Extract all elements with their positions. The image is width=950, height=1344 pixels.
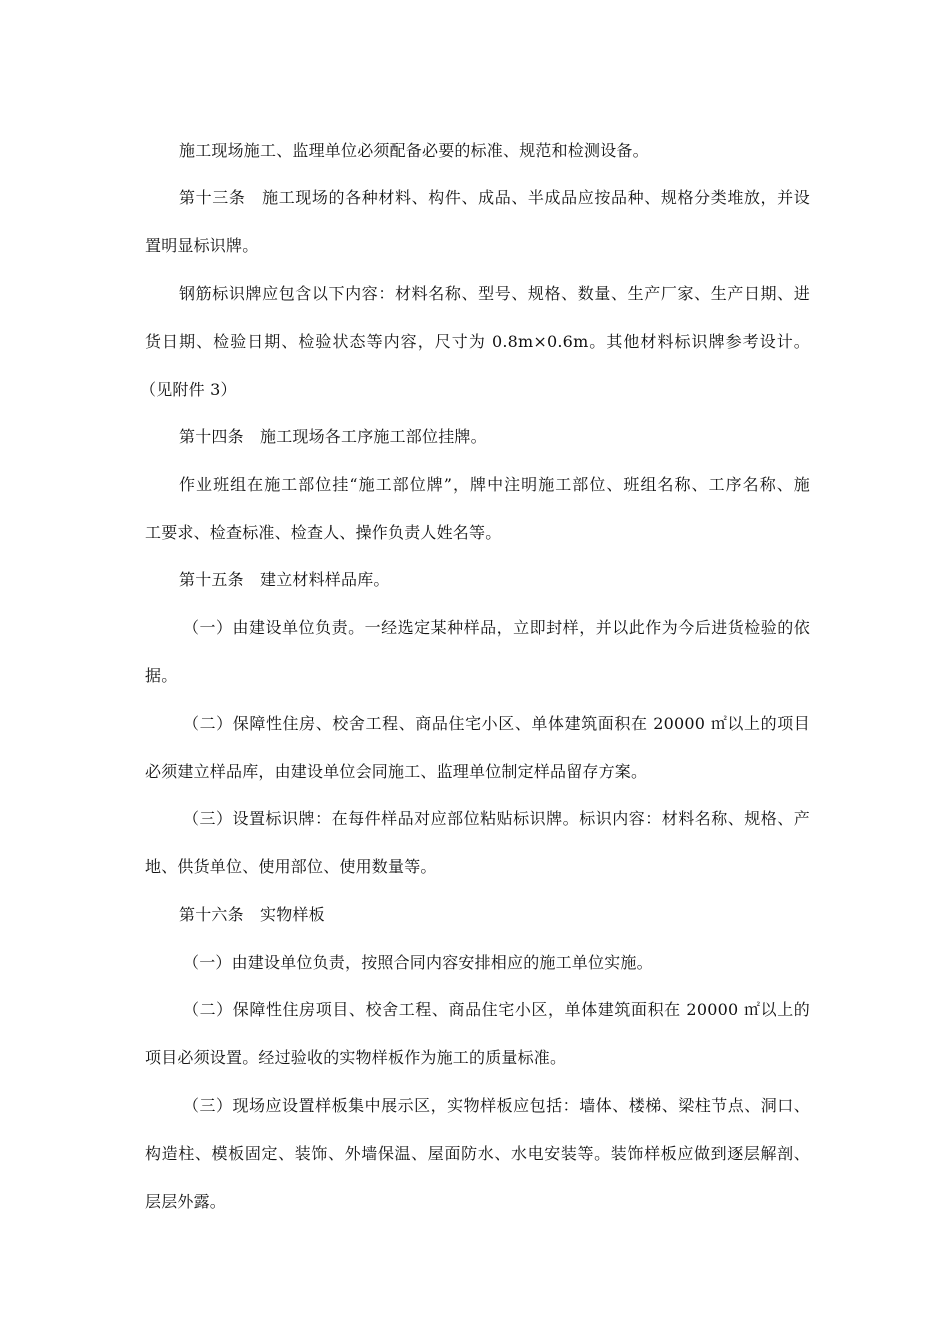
text-line: （三）现场应设置样板集中展示区，实物样板应包括：墙体、楼梯、梁柱节点、洞口、 (183, 1096, 810, 1115)
text-line: 地、供货单位、使用部位、使用数量等。 (145, 857, 437, 876)
text-line: 第十三条 施工现场的各种材料、构件、成品、半成品应按品种、规格分类堆放，并设 (179, 188, 810, 207)
text-line: 项目必须设置。经过验收的实物样板作为施工的质量标准。 (145, 1048, 567, 1067)
text-line: 货日期、检验日期、检验状态等内容，尺寸为 0.8m×0.6m。其他材料标识牌参考设计。 (145, 332, 810, 351)
text-line: （三）设置标识牌：在每件样品对应部位粘贴标识牌。标识内容：材料名称、规格、产 (183, 809, 810, 828)
text-line: （一）由建设单位负责。一经选定某种样品，立即封样，并以此作为今后进货检验的依 (183, 618, 810, 637)
text-line: 构造柱、模板固定、装饰、外墙保温、屋面防水、水电安装等。装饰样板应做到逐层解剖、 (145, 1144, 810, 1163)
text-line: 工要求、检查标准、检查人、操作负责人姓名等。 (145, 523, 502, 542)
text-line: 第十六条 实物样板 (179, 905, 325, 924)
text-line: （二）保障性住房、校舍工程、商品住宅小区、单体建筑面积在 20000 ㎡以上的项目 (183, 714, 810, 733)
text-line: 第十五条 建立材料样品库。 (179, 570, 390, 589)
text-line: （一）由建设单位负责，按照合同内容安排相应的施工单位实施。 (183, 953, 653, 972)
text-line: （二）保障性住房项目、校舍工程、商品住宅小区，单体建筑面积在 20000 ㎡以上的 (183, 1000, 810, 1019)
text-line: 作业班组在施工部位挂“施工部位牌”，牌中注明施工部位、班组名称、工序名称、施 (179, 475, 810, 494)
text-line: 施工现场施工、监理单位必须配备必要的标准、规范和检测设备。 (179, 141, 649, 160)
text-line: 层层外露。 (145, 1192, 227, 1211)
text-line: （见附件 3） (140, 380, 237, 399)
text-line: 据。 (145, 666, 178, 685)
text-line: 必须建立样品库，由建设单位会同施工、监理单位制定样品留存方案。 (145, 762, 648, 781)
text-line: 置明显标识牌。 (145, 236, 259, 255)
text-line: 第十四条 施工现场各工序施工部位挂牌。 (179, 427, 487, 446)
text-line: 钢筋标识牌应包含以下内容：材料名称、型号、规格、数量、生产厂家、生产日期、进 (179, 284, 810, 303)
